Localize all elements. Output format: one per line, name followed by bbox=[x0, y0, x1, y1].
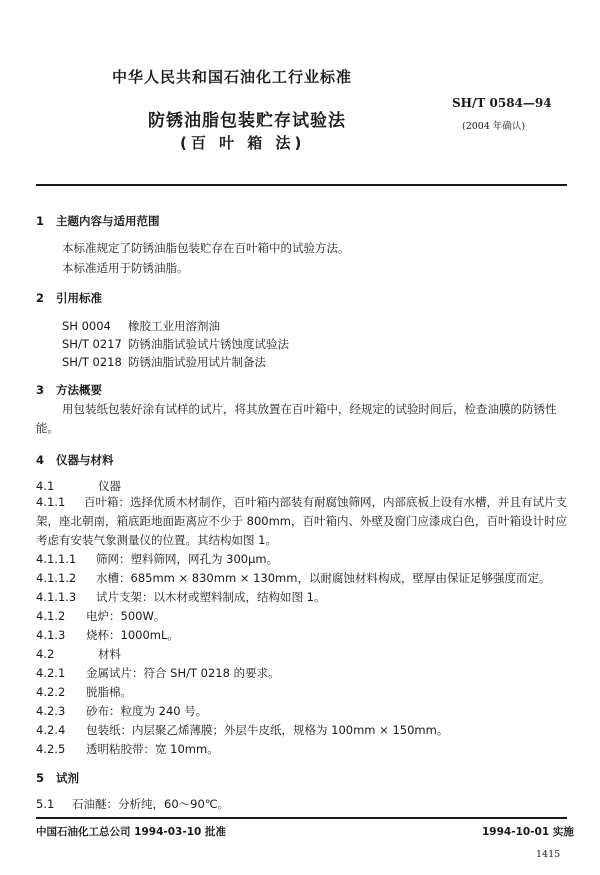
section-heading: 2 引用标准 bbox=[36, 291, 102, 305]
clause: 4.2 材料 bbox=[36, 647, 121, 661]
reference-item: SH/T 0218 防锈油脂试验用试片制备法 bbox=[62, 355, 266, 369]
clause: 4.1 仪器 bbox=[36, 479, 121, 493]
section-heading: 3 方法概要 bbox=[36, 383, 102, 397]
clause: 4.1.2 电炉：500W。 bbox=[36, 609, 166, 623]
header-rule bbox=[36, 184, 567, 186]
section-heading: 5 试剂 bbox=[36, 771, 79, 785]
paragraph: 用包装纸包装好涂有试样的试片，将其放置在百叶箱中，经规定的试验时间后，检查油膜的防锈性能。 bbox=[36, 402, 557, 435]
document-subtitle: (百 叶 箱 法) bbox=[180, 134, 306, 152]
clause: 4.1.1.2 水槽：685mm × 830mm × 130mm，以耐腐蚀材料构成，壁厚由保证足够强度而定。 bbox=[36, 571, 551, 585]
reference-item: SH/T 0217 防锈油脂试验试片锈蚀度试验法 bbox=[62, 337, 289, 351]
paragraph: 本标准适用于防锈油脂。 bbox=[62, 261, 189, 275]
clause: 4.2.4 包装纸：内层聚乙烯薄膜；外层牛皮纸，规格为 100mm × 150mm。 bbox=[36, 723, 449, 737]
page-number: 1415 bbox=[536, 849, 561, 860]
effective-date: 1994-10-01 实施 bbox=[482, 826, 574, 838]
clause: 4.2.2 脱脂棉。 bbox=[36, 685, 132, 699]
reference-item: SH 0004 橡胶工业用溶剂油 bbox=[62, 319, 220, 333]
paragraph: 本标准规定了防锈油脂包装贮存在百叶箱中的试验方法。 bbox=[62, 241, 350, 255]
clause: 5.1 石油醚：分析纯，60～90℃。 bbox=[36, 797, 230, 811]
clause: 4.1.1.1 筛网：塑料筛网，网孔为 300μm。 bbox=[36, 552, 279, 566]
clause: 4.2.3 砂布：粒度为 240 号。 bbox=[36, 704, 208, 718]
clause: 4.1.3 烧杯：1000mL。 bbox=[36, 628, 179, 642]
section-heading: 1 主题内容与适用范围 bbox=[36, 214, 160, 228]
standard-code: SH/T 0584—94 bbox=[452, 96, 552, 110]
clause: 4.2.5 透明粘胶带：宽 10mm。 bbox=[36, 742, 219, 756]
section-heading: 4 仪器与材料 bbox=[36, 453, 114, 467]
issuing-authority: 中华人民共和国石油化工行业标准 bbox=[112, 68, 353, 86]
clause: 4.2.1 金属试片：符合 SH/T 0218 的要求。 bbox=[36, 666, 280, 680]
clause: 4.1.1.3 试片支架：以木材或塑料制成，结构如图 1。 bbox=[36, 590, 326, 604]
clause: 4.1.1 百叶箱：选择优质木材制作，百叶箱内部装有耐腐蚀筛网，内部底板上设有水槽，并且有试片支架，座北朝南，箱底距地面距离应不少于 800mm，百叶箱内、外壁及窗门应漆成白色，百叶箱设计时应考虑有安装气象测量仪的位置。其结构如图 1。 bbox=[36, 495, 568, 547]
approval-line: 中国石油化工总公司 1994-03-10 批准 bbox=[36, 826, 226, 838]
document-title: 防锈油脂包装贮存试验法 bbox=[148, 111, 346, 131]
confirmation-note: (2004 年确认) bbox=[462, 121, 526, 132]
footer-rule bbox=[36, 817, 567, 819]
